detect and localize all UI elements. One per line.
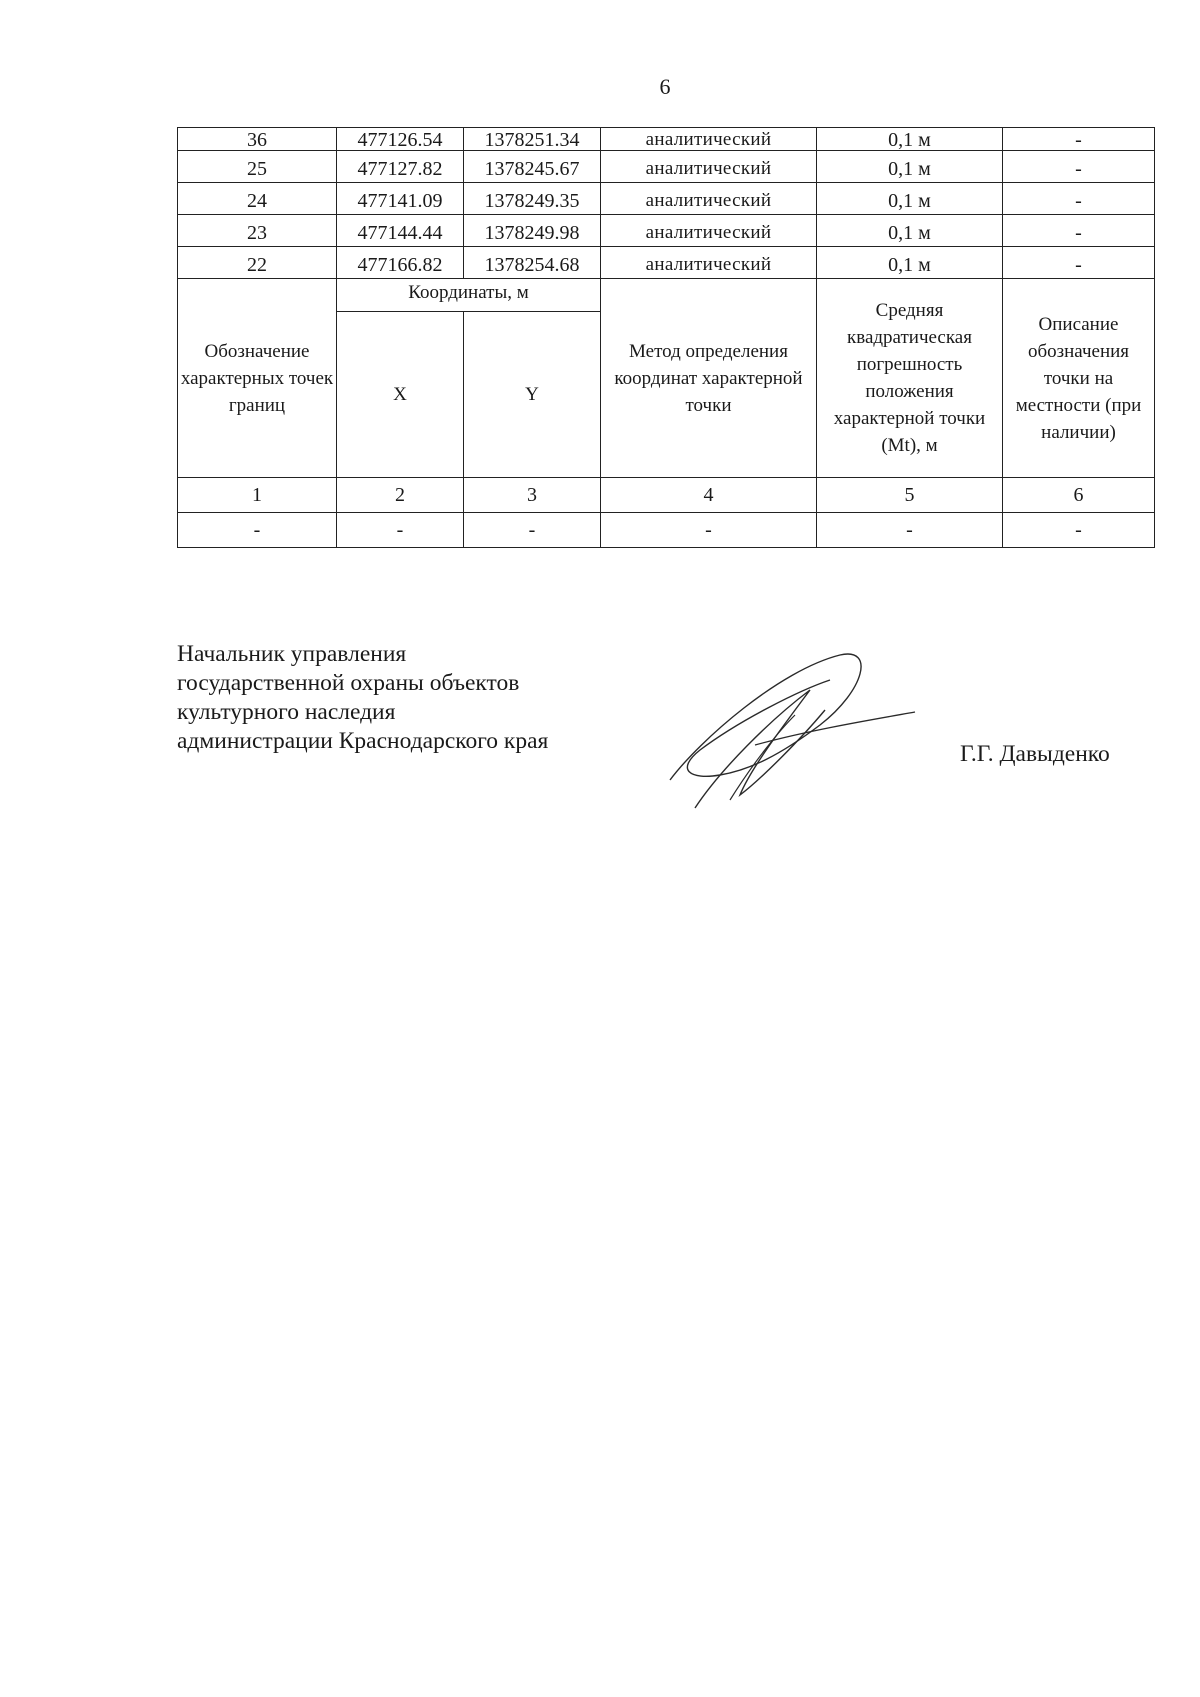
signatory-title-line: администрации Краснодарского края (177, 728, 549, 754)
empty-cell: - (817, 513, 1003, 548)
column-number-row (178, 478, 1155, 513)
method-cell: аналитический (601, 128, 817, 151)
column-number: 1 (178, 478, 337, 513)
column-number: 4 (601, 478, 817, 513)
method-cell: аналитический (601, 215, 817, 247)
signatory-title-line: Начальник управления (177, 641, 407, 667)
coordinates-header: Координаты, м (337, 279, 601, 312)
empty-cell: - (464, 513, 601, 548)
x-cell: 477127.82 (337, 151, 464, 183)
signatory-title (177, 640, 548, 756)
description-cell: - (1003, 183, 1155, 215)
method-cell: аналитический (601, 151, 817, 183)
description-column-header: Описание обозначения точки на местности (при наличии) (1003, 279, 1155, 478)
error-cell: 0,1 м (817, 215, 1003, 247)
column-number: 6 (1003, 478, 1155, 513)
x-cell: 477144.44 (337, 215, 464, 247)
description-cell: - (1003, 215, 1155, 247)
x-column-header: X (337, 312, 464, 478)
empty-cell: - (1003, 513, 1155, 548)
column-number: 5 (817, 478, 1003, 513)
error-column-header: Средняя квадратическая погрешность положения характерной точки (Mt), м (817, 279, 1003, 478)
x-cell: 477126.54 (337, 128, 464, 151)
description-cell: - (1003, 128, 1155, 151)
error-cell: 0,1 м (817, 183, 1003, 215)
column-number: 3 (464, 478, 601, 513)
signatory-title-line: культурного наследия (177, 699, 396, 725)
point-cell: 25 (178, 151, 337, 183)
column-number: 2 (337, 478, 464, 513)
y-cell: 1378245.67 (464, 151, 601, 183)
empty-cell: - (178, 513, 337, 548)
x-cell: 477166.82 (337, 247, 464, 279)
handwritten-signature (660, 650, 920, 820)
table-row (178, 151, 1155, 183)
point-cell: 24 (178, 183, 337, 215)
description-cell: - (1003, 151, 1155, 183)
method-cell: аналитический (601, 183, 817, 215)
x-cell: 477141.09 (337, 183, 464, 215)
y-cell: 1378251.34 (464, 128, 601, 151)
empty-cell: - (601, 513, 817, 548)
empty-cell: - (337, 513, 464, 548)
method-cell: аналитический (601, 247, 817, 279)
signatory-title-line: государственной охраны объектов (177, 670, 520, 696)
signatory-name: Г.Г. Давыденко (960, 741, 1110, 767)
point-column-header: Обозначение характерных точек границ (178, 279, 337, 478)
table-row (178, 215, 1155, 247)
boundary-points-table (177, 127, 1154, 548)
description-cell: - (1003, 247, 1155, 279)
y-cell: 1378249.98 (464, 215, 601, 247)
point-cell: 23 (178, 215, 337, 247)
error-cell: 0,1 м (817, 128, 1003, 151)
point-cell: 36 (178, 128, 337, 151)
coordinates-table (177, 127, 1155, 548)
method-column-header: Метод определения координат характерной точки (601, 279, 817, 478)
y-cell: 1378254.68 (464, 247, 601, 279)
point-cell: 22 (178, 247, 337, 279)
error-cell: 0,1 м (817, 151, 1003, 183)
header-row-top (178, 279, 1155, 312)
table-row (178, 183, 1155, 215)
error-cell: 0,1 м (817, 247, 1003, 279)
y-column-header: Y (464, 312, 601, 478)
y-cell: 1378249.35 (464, 183, 601, 215)
page-number: 6 (659, 74, 671, 99)
table-row (178, 128, 1155, 151)
table-row (178, 247, 1155, 279)
empty-table-row (178, 513, 1155, 548)
